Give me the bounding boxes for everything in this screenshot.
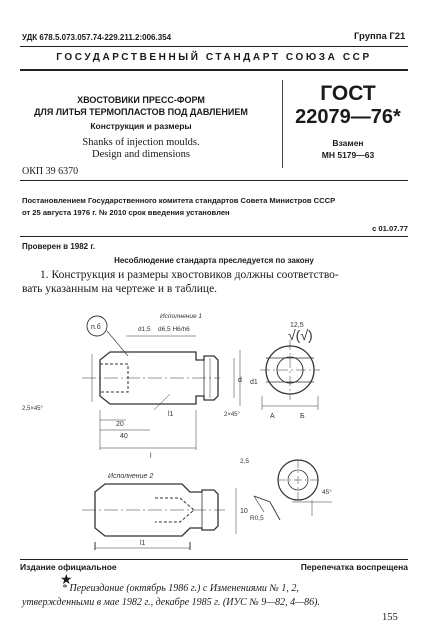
dim-d-label: d [238, 377, 242, 384]
dim-l1-v2-label: l1 [140, 540, 146, 547]
shank-version1 [82, 316, 240, 450]
title-ru-line2: ДЛЯ ЛИТЬЯ ТЕРМОПЛАСТОВ ПОД ДАВЛЕНИЕМ [34, 107, 248, 117]
radius-label: R0,5 [250, 515, 264, 522]
effective-date: с 01.07.77 [372, 224, 408, 233]
body-paragraph-line1: 1. Конструкция и размеры хвостовиков должны соответство- [40, 269, 339, 281]
diameter-label: d1,5 [138, 326, 151, 333]
title-en-line2: Design and dimensions [92, 149, 190, 160]
decree-line1: Постановлением Государственного комитета стандартов Совета Министров СССР [22, 196, 336, 205]
okp-code: ОКП 39 6370 [22, 166, 79, 177]
page-number: 155 [382, 612, 398, 623]
dim-40-label: 40 [120, 433, 128, 440]
gost-label: ГОСТ [320, 82, 376, 105]
enforcement-notice: Несоблюдение стандарта преследуется по закону [114, 256, 314, 265]
title-en-line1: Shanks of injection moulds. [82, 137, 200, 148]
body-paragraph-line2: вать указанным на чертеже и в таблице. [22, 283, 218, 295]
detail-view [254, 460, 332, 520]
shank-end-view [260, 340, 320, 410]
angle-label: 45° [322, 489, 332, 496]
replaced-value: МН 5179—63 [321, 150, 375, 160]
checked-year: Проверен в 1982 г. [22, 242, 96, 251]
replaced-label: Взамен [332, 138, 364, 148]
roughness-symbol: √(√) [288, 327, 313, 343]
technical-drawing [0, 298, 427, 556]
chamfer-label-1: 2,5×45° [22, 406, 43, 412]
title-ru-line1: ХВОСТОВИКИ ПРЕСС-ФОРМ [77, 95, 205, 105]
footer-rule [20, 559, 408, 560]
title-ru-line3: Конструкция и размеры [90, 121, 192, 131]
fit-label: d6,5 H6/h6 [158, 326, 190, 333]
roughness-main-label: 12,5 [290, 322, 304, 329]
reprint-prohibited: Перепечатка воспрещена [300, 562, 408, 572]
header-rule-bottom [20, 69, 408, 71]
dim-d1-label: d1 [250, 379, 258, 386]
decree-rule [20, 236, 408, 237]
official-edition: Издание официальное [20, 562, 117, 572]
title-divider [282, 80, 283, 168]
side-a-label: А [270, 413, 275, 420]
dim-l1-label: l1 [168, 411, 174, 418]
chamfer-label-2: 2×45° [224, 412, 240, 418]
udk-code: УДК 678.5.073.057.74-229.211.2:006.354 [22, 33, 172, 42]
okp-rule [20, 180, 408, 181]
standard-banner: ГОСУДАРСТВЕННЫЙ СТАНДАРТ СОЮЗА ССР [56, 52, 372, 63]
footnote-line2: утвержденными в мае 1982 г., декабре 1985 г. (ИУС № 9—82, 4—86). [22, 597, 320, 608]
shank-version2 [82, 484, 236, 550]
footnote-line1: * Переиздание (октябрь 1986 г.) с Изменениями № 1, 2, [62, 583, 299, 594]
dim-20-label: 20 [116, 421, 124, 428]
drawing-faded-label: Исполнение 1 [160, 313, 203, 320]
group-code: Группа Г21 [354, 31, 406, 42]
dim-10-label: 10 [240, 508, 248, 515]
decree-line2: от 25 августа 1976 г. № 2010 срок введения установлен [22, 208, 230, 217]
roughness-2-label: 2,5 [240, 458, 250, 465]
header-rule-top [20, 46, 408, 47]
side-b-label: Б [300, 413, 305, 420]
star-mark: ★ [60, 573, 73, 588]
dim-l-label: l [150, 453, 152, 460]
gost-number: 22079—76* [295, 106, 401, 128]
callout-pb-label: п.б [91, 324, 101, 331]
version2-label: Исполнение 2 [108, 473, 154, 480]
